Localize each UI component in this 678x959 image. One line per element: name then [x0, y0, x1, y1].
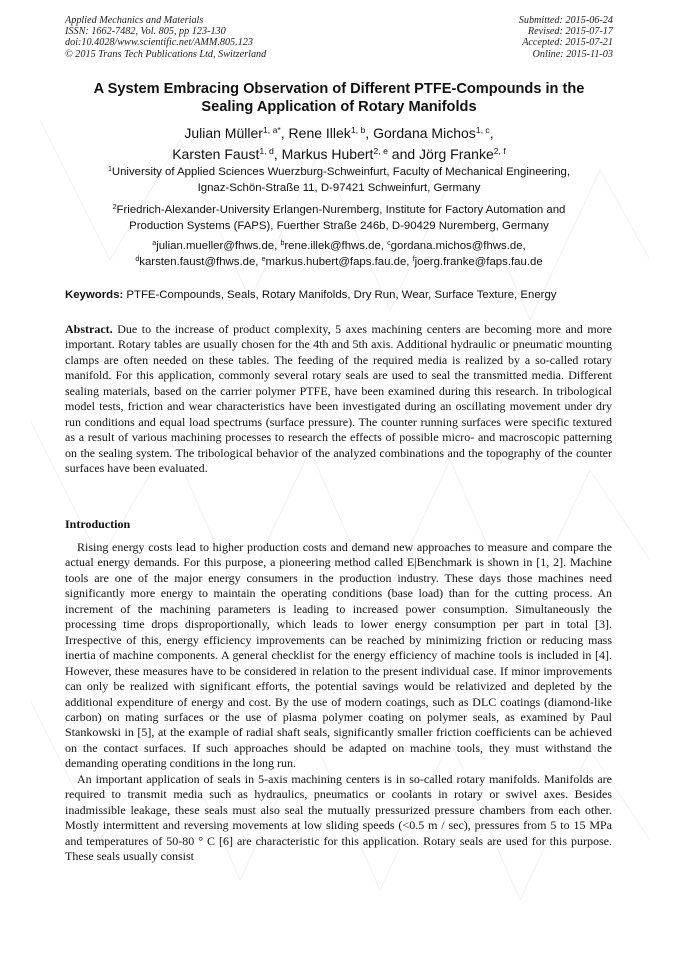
author-sup: 1, a* — [262, 125, 281, 136]
email-link[interactable]: julian.mueller@fhws.de — [156, 240, 275, 252]
author-sep: , — [280, 125, 289, 141]
email-link[interactable]: gordana.michos@fhws.de — [390, 240, 523, 252]
author-sep: , — [273, 145, 282, 162]
author-name: Gordana Michos — [373, 125, 476, 141]
abstract-label: Abstract. — [65, 322, 113, 336]
email-sup: f — [412, 256, 415, 264]
email-sep: , — [406, 256, 413, 268]
email-sup: e — [261, 256, 266, 264]
affiliation-1 — [40, 165, 638, 196]
affiliation-line: University of Applied Sciences Wuerzburg-Schweinfurt, Faculty of Mechanical Engineering, — [111, 166, 571, 178]
abstract-text: Due to the increase of product complexity, 5 axes machining centers are becoming more and more important. Rotary tables are usually chosen for the 4th and 5th axis. Additional hydraulic or pneumatic mounting clamps are often needed on these tables. The feeding of the required media is realized by a so-called rotary manifold. For this application, commonly several rotary seals are used to seal the transmitted media. Different sealing materials, based on the carrier polymer PTFE, have been examined during this research. In tribological model tests, friction and wear characteristics have been investigated during an oscillating movement under dry run conditions and equal load spectrums (surface pressure). The counter running surfaces were specific textured as a result of various machining processes to research the effects of possible micro- and macroscopic patterning on the sealing system. The tribological behavior of the analyzed combinations and the topography of the counter surfaces have been evaluated. — [65, 322, 613, 476]
title-line-1: A System Embracing Observation of Different PTFE-Compounds in the — [93, 81, 585, 97]
introduction-body — [65, 540, 612, 865]
author-sep: , — [489, 125, 494, 141]
abstract — [65, 322, 612, 477]
author-name: Jörg Franke — [419, 145, 494, 162]
email-sup: d — [135, 256, 140, 264]
author-list — [40, 124, 638, 165]
section-heading-introduction: Introduction — [65, 517, 131, 531]
email-sup: c — [387, 240, 391, 248]
author-sup: 2, f — [493, 145, 506, 156]
author-name: Julian Müller — [184, 125, 263, 141]
issn-line: ISSN: 1662-7482, Vol. 805, pp 123-130 — [65, 26, 226, 38]
submission-dates — [519, 15, 613, 60]
author-name: Karsten Faust — [172, 145, 260, 162]
author-line-1 — [40, 124, 638, 145]
author-sup: 1, b — [350, 125, 366, 136]
paragraph: Rising energy costs lead to higher production costs and demand new approaches to measure and compare the actual energy demands. For this purpose, a pioneering method called E|Benchmark is shown in [1, 2]. Machine tools are one of the major energy consumers in the production industry. These days those machines need significantly more energy to maintain the operating conditions (base load) than for the cutting process. An increment of the machining parameters is leading to increased power consumption. Simultaneously the processing time drops disproportionally, which leads to lower energy consumption per part in total [3]. Irrespective of this, energy efficiency improvements can be reached by minimizing friction or reducing mass inertia of machine components. A general checklist for the energy efficiency of machine tools is included in [4]. However, these measures have to be considered in relation to the present individual case. If minor improvements can only be realized with significant efforts, the potential savings would be relativized and depleted by the additional expenditure of energy and cost. By the use of modern coatings, such as DLC coatings (diamond-like carbon) on mating surfaces or the use of plasma polymer coating on polymer seals, as examined by Paul Stankowski in [5], at the example of radial shaft seals, significantly smaller friction coefficients can be achieved on the contact surfaces. If such approaches should be adapted on machine tools, they must withstand the demanding operating conditions in the long run. — [65, 540, 612, 771]
email-sup: a — [152, 240, 157, 248]
copyright-line: © 2015 Trans Tech Publications Ltd, Switzerland — [65, 48, 267, 60]
keywords-label: Keywords: — [65, 289, 124, 301]
journal-name: Applied Mechanics and Materials — [65, 15, 204, 26]
author-line-2 — [40, 145, 638, 166]
paper-title — [40, 80, 638, 116]
author-name: Rene Illek — [288, 125, 351, 141]
author-name: Markus Hubert — [281, 145, 374, 162]
email-link[interactable]: karsten.faust@fhws.de — [139, 256, 256, 268]
revised-date: Revised: 2015-07-17 — [527, 26, 613, 38]
title-line-2: Sealing Application of Rotary Manifolds — [201, 99, 477, 115]
email-link[interactable]: rene.illek@fhws.de — [284, 240, 381, 252]
affiliation-line: Ignaz-Schön-Straße 11, D-97421 Schweinfurt, Germany — [197, 182, 481, 194]
affiliation-line: Production Systems (FAPS), Fuerther Straße 246b, D-90429 Nuremberg, Germany — [129, 220, 549, 232]
email-sep: , — [522, 240, 526, 252]
doi-line: doi:10.4028/www.scientific.net/AMM.805.123 — [65, 37, 253, 49]
email-list — [40, 239, 638, 271]
email-link[interactable]: joerg.franke@faps.fau.de — [414, 256, 543, 268]
affiliation-2 — [40, 203, 638, 234]
email-line-1 — [40, 239, 638, 255]
author-sup: 1, d — [259, 145, 274, 156]
author-sep: and — [387, 145, 420, 162]
email-sep: , — [380, 240, 388, 252]
email-line-2 — [40, 255, 638, 271]
online-date: Online: 2015-11-03 — [532, 48, 613, 60]
author-sep: , — [365, 125, 374, 141]
keywords-text: PTFE-Compounds, Seals, Rotary Manifolds, Dry Run, Wear, Surface Texture, Energy — [126, 289, 557, 301]
keywords — [65, 288, 625, 303]
accepted-date: Accepted: 2015-07-21 — [522, 37, 613, 49]
affiliation-sup: 2 — [112, 204, 117, 212]
paragraph: An important application of seals in 5-axis machining centers is in so-called rotary manifolds. Manifolds are required to transmit media such as hydraulics, pneumatics or coolants in rotary or swivel axes. Besides inadmissible leakage, these seals must also seal the mutually pressurized pressure chambers from each other. Mostly intermittent and reversing movements at low sliding speeds (<0.5 m / sec), pressures from 5 to 15 MPa and temperatures of 50-80 ° C [6] are characteristic for this application. Rotary seals are used for this purpose. These seals usually consist — [65, 771, 612, 864]
author-sup: 2, e — [373, 145, 388, 156]
email-sep: , — [255, 256, 262, 268]
affiliation-line: Friedrich-Alexander-University Erlangen-Nuremberg, Institute for Factory Automation and — [116, 204, 566, 216]
submitted-date: Submitted: 2015-06-24 — [518, 15, 613, 26]
author-sup: 1, c — [475, 125, 490, 136]
email-sep: , — [274, 240, 281, 252]
affiliation-sup: 1 — [107, 166, 112, 174]
email-link[interactable]: markus.hubert@faps.fau.de — [265, 256, 407, 268]
email-sup: b — [280, 240, 285, 248]
journal-info — [65, 15, 266, 60]
